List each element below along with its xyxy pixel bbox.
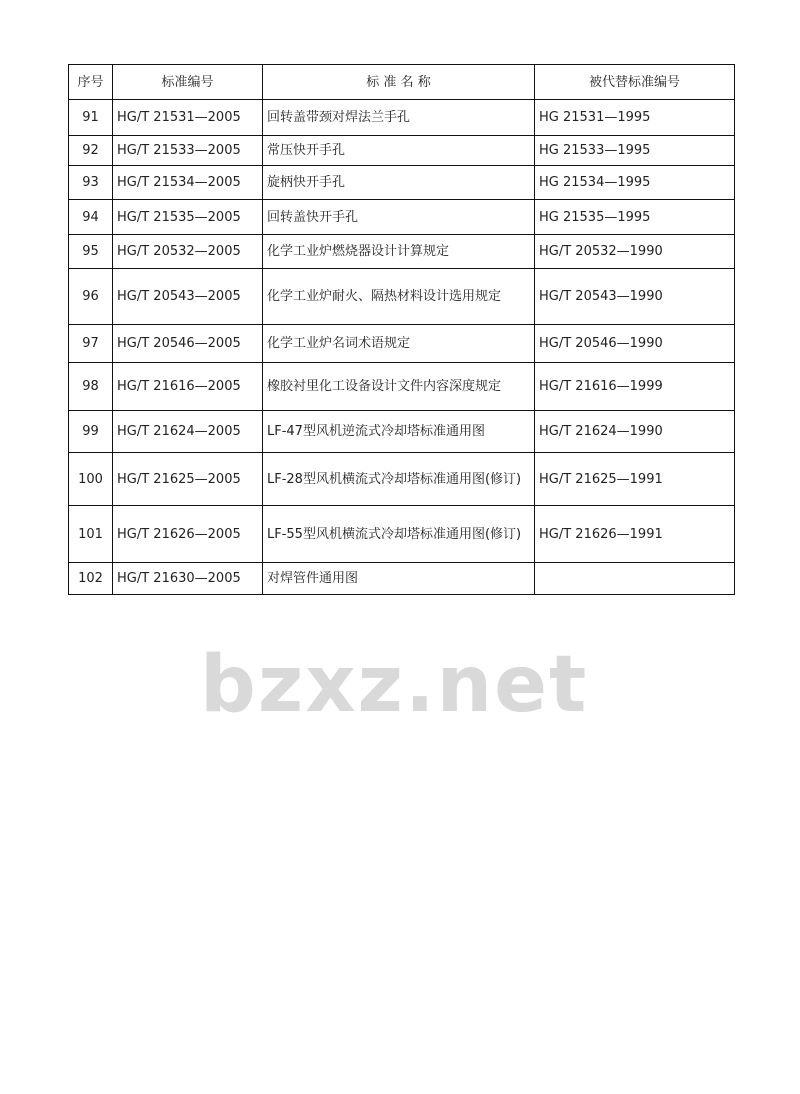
table-header — [69, 65, 735, 100]
cell-code: HG/T 21533—2005 — [113, 136, 263, 166]
header-no: 序号 — [69, 65, 113, 100]
cell-code: HG/T 21626—2005 — [113, 506, 263, 563]
cell-name: LF-28型风机横流式冷却塔标准通用图(修订) — [263, 453, 535, 506]
header-name: 标 准 名 称 — [263, 65, 535, 100]
cell-no: 94 — [69, 200, 113, 235]
cell-no: 93 — [69, 166, 113, 200]
header-code: 标准编号 — [113, 65, 263, 100]
cell-no: 99 — [69, 411, 113, 453]
cell-name: 化学工业炉燃烧器设计计算规定 — [263, 235, 535, 269]
cell-no: 102 — [69, 563, 113, 595]
cell-name: LF-55型风机横流式冷却塔标准通用图(修订) — [263, 506, 535, 563]
cell-code: HG/T 20532—2005 — [113, 235, 263, 269]
table-row — [69, 136, 735, 166]
cell-name: LF-47型风机逆流式冷却塔标准通用图 — [263, 411, 535, 453]
cell-code: HG/T 21531—2005 — [113, 100, 263, 136]
cell-old: HG/T 20543—1990 — [535, 269, 735, 325]
cell-no: 101 — [69, 506, 113, 563]
cell-no: 92 — [69, 136, 113, 166]
table-row — [69, 100, 735, 136]
cell-no: 97 — [69, 325, 113, 363]
cell-name: 化学工业炉名词术语规定 — [263, 325, 535, 363]
cell-name: 化学工业炉耐火、隔热材料设计选用规定 — [263, 269, 535, 325]
cell-old: HG/T 21625—1991 — [535, 453, 735, 506]
cell-name: 回转盖快开手孔 — [263, 200, 535, 235]
cell-no: 95 — [69, 235, 113, 269]
table-row — [69, 166, 735, 200]
cell-name: 旋柄快开手孔 — [263, 166, 535, 200]
cell-code: HG/T 21616—2005 — [113, 363, 263, 411]
cell-old: HG/T 21626—1991 — [535, 506, 735, 563]
table-row — [69, 363, 735, 411]
table-row — [69, 200, 735, 235]
cell-old: HG/T 20546—1990 — [535, 325, 735, 363]
cell-old: HG/T 21616—1999 — [535, 363, 735, 411]
cell-no: 98 — [69, 363, 113, 411]
cell-name: 回转盖带颈对焊法兰手孔 — [263, 100, 535, 136]
cell-code: HG/T 20546—2005 — [113, 325, 263, 363]
table-row — [69, 325, 735, 363]
cell-old — [535, 563, 735, 595]
cell-name: 对焊管件通用图 — [263, 563, 535, 595]
cell-no: 100 — [69, 453, 113, 506]
cell-code: HG/T 21630—2005 — [113, 563, 263, 595]
header-old: 被代替标准编号 — [535, 65, 735, 100]
table-row — [69, 235, 735, 269]
table-row — [69, 563, 735, 595]
cell-name: 橡胶衬里化工设备设计文件内容深度规定 — [263, 363, 535, 411]
cell-old: HG 21534—1995 — [535, 166, 735, 200]
table-row — [69, 453, 735, 506]
cell-code: HG/T 20543—2005 — [113, 269, 263, 325]
cell-code: HG/T 21535—2005 — [113, 200, 263, 235]
cell-old: HG 21531—1995 — [535, 100, 735, 136]
cell-old: HG/T 21624—1990 — [535, 411, 735, 453]
table-row — [69, 411, 735, 453]
cell-code: HG/T 21625—2005 — [113, 453, 263, 506]
table-row — [69, 269, 735, 325]
cell-code: HG/T 21624—2005 — [113, 411, 263, 453]
cell-no: 96 — [69, 269, 113, 325]
cell-code: HG/T 21534—2005 — [113, 166, 263, 200]
table-row — [69, 506, 735, 563]
cell-old: HG 21533—1995 — [535, 136, 735, 166]
standards-table — [68, 64, 735, 595]
cell-old: HG/T 20532—1990 — [535, 235, 735, 269]
cell-name: 常压快开手孔 — [263, 136, 535, 166]
watermark: bzxz.net — [200, 640, 589, 730]
cell-old: HG 21535—1995 — [535, 200, 735, 235]
cell-no: 91 — [69, 100, 113, 136]
